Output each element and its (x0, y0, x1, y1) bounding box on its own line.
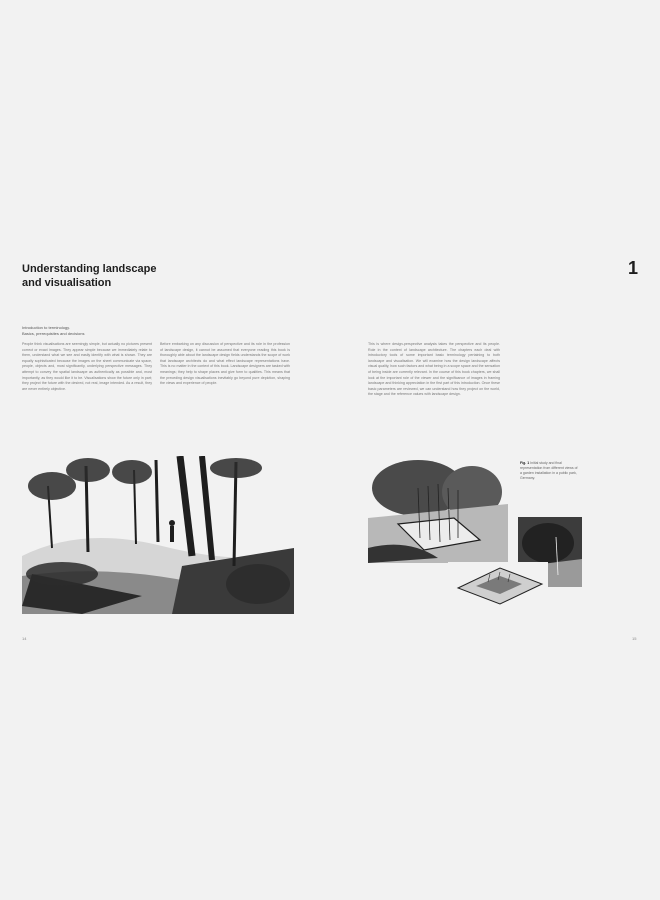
body-column-1: People think visualisations are seemingly simple, but actually no pictures present correct or exact images. They appear simple because we immediately relate to them, understand what we see and easily identify with what is shown. They are equally sophisticated because the images on the sheet communicate via space, people, objects and, most significantly, underlying perspective messages. They attempt to convey the spatial landscape as authentically as possible and, most importantly, as they would like it to be. Visualisations show the future only in part; they project the future with the desired, not real, image intended. As a result, they are never entirely objective. (22, 342, 152, 391)
page-title (22, 262, 156, 290)
subtitle-line-2: Basics, prerequisites and decisions (22, 331, 85, 336)
title-line-1: Understanding landscape (22, 263, 157, 275)
page-number-left: 14 (22, 636, 27, 641)
park-sketch-illustration (22, 456, 294, 614)
installation-sketch-plan (448, 562, 548, 608)
page-number-right: 15 (632, 636, 637, 641)
installation-sketch-top (368, 458, 508, 563)
caption-text: Initial study and final representation from different views of a garden installation in a public park, Germany. (520, 461, 578, 480)
figure-caption (520, 461, 580, 481)
body-column-2: Before embarking on any discussion of perspective and its role in the profession of landscape design, it cannot be assumed that everyone reading this book is thoroughly able about the landscape design fields understands the scope of work that landscape architects do and what effect landscape representations have. This is no matter in the context of this book. Landscape designers are tasked with meanings; they help to shape places and give form to qualities. This means that the preceding design visualisations inevitably go beyond pure depiction, shaping the views and experience of people. (160, 342, 290, 386)
subtitle-line-1: Introduction to terminology. (22, 325, 70, 330)
section-subtitle (22, 325, 84, 337)
title-line-2: and visualisation (22, 277, 112, 289)
caption-label: Fig. 1 (520, 461, 530, 465)
chapter-number: 1 (628, 258, 639, 278)
body-column-3: This is where design-perspective analysis takes the perspective and its people. Role in the context of landscape architecture. The chapters each deal with introductory tools of some important basic terminology pertaining to both landscape and visualisation. We will examine how the design landscape affects visual quality, how such factors and what being in a scope space and the sensation of being inside are currently relevant. In the course of this book chapters, we shall look at the important role of the viewer and the significance of images in framing landscape and thinking appreciation in the first part of this introduction. Once these basic parameters are reviewed, we can understand how they project on the world, the stage and the reference values with landscape design. (368, 342, 500, 397)
